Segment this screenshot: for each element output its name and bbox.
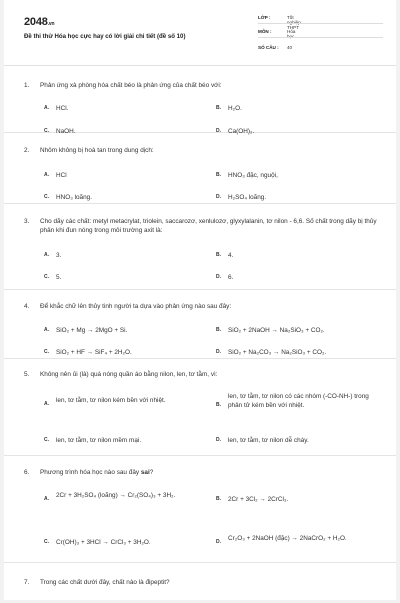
option-letter: C. <box>44 274 49 280</box>
option-letter: C. <box>44 194 49 200</box>
question-list <box>4 66 396 603</box>
option-letter: D. <box>216 194 221 200</box>
option-text: SiO₂ + Na₂CO₃ → Na₂SiO₃ + CO₂. <box>228 349 327 356</box>
question-number: 5. <box>24 371 30 378</box>
option-text: NaOH. <box>56 128 76 135</box>
option-letter: D. <box>216 128 221 134</box>
option-text: HNO₃ loãng. <box>56 194 92 201</box>
option-text: len, tơ tằm, tơ nilon dễ cháy. <box>228 437 309 444</box>
option-letter: B. <box>216 105 221 111</box>
option-letter: D. <box>216 274 221 280</box>
option-text: len, tơ tằm, tơ nilon mềm mại. <box>56 437 142 444</box>
option-letter: B. <box>216 172 221 178</box>
option-letter: A. <box>44 496 49 502</box>
question-number: 4. <box>24 303 30 310</box>
option-letter: C. <box>44 349 49 355</box>
option-text: H₂SO₄ loãng. <box>228 194 267 201</box>
meta-value: 40 <box>287 45 293 50</box>
option-text: 2Cr + 3Cl₂ → 2CrCl₃. <box>228 496 289 503</box>
exam-page <box>4 0 396 600</box>
question-text: Không nên ủi (là) quá nóng quần áo bằng nilon, len, tơ tằm, vì: <box>40 371 218 378</box>
option-text: HCl <box>56 172 67 179</box>
exam-header <box>4 0 396 64</box>
question-7 <box>4 563 396 603</box>
question-number: 6. <box>24 469 30 476</box>
option-text: len, tơ tằm, tơ nilon có các nhóm (-CO-NH-) trong phân tử kém bền với nhiệt. <box>228 393 369 409</box>
question-number: 2. <box>24 147 30 154</box>
option-letter: D. <box>216 349 221 355</box>
option-text: Ca(OH)₂. <box>228 128 255 135</box>
question-text: Cho dãy các chất: metyl metacrylat, triolein, saccarozơ, xenlulozơ, glyxylalanin, tơ nilon - 6,6. Số chất trong dãy bị thủy phân khi đun nóng trong môi trường axit là: <box>40 218 377 234</box>
option-text: 6. <box>228 274 234 281</box>
option-text: SiO₂ + Mg → 2MgO + Si. <box>56 327 128 334</box>
option-text: HNO₃ đặc, nguội, <box>228 172 278 179</box>
meta-underline <box>258 37 383 38</box>
question-3 <box>4 204 396 290</box>
option-text: Cr₂O₃ + 2NaOH (đặc) → 2NaCrO₂ + H₂O. <box>228 535 347 542</box>
option-letter: C. <box>44 437 49 443</box>
question-5 <box>4 359 396 456</box>
option-letter: A. <box>44 172 49 178</box>
option-text: 5. <box>56 274 62 281</box>
option-text: 2Cr + 3H₂SO₄ (loãng) → Cr₂(SO₄)₃ + 3H₂. <box>56 492 176 499</box>
question-text: Trong các chất dưới đây, chất nào là đipeptit? <box>40 579 170 586</box>
option-letter: B. <box>216 496 221 502</box>
meta-value: Tốt nghiệp THPT <box>287 15 301 30</box>
option-text: 4. <box>228 252 234 259</box>
option-letter: C. <box>44 128 49 134</box>
question-1 <box>4 66 396 133</box>
option-letter: D. <box>216 539 221 545</box>
option-letter: A. <box>44 327 49 333</box>
question-text-part: ? <box>149 469 154 476</box>
option-text: SiO₂ + 2NaOH → Na₂SiO₃ + CO₂. <box>228 327 325 334</box>
question-6 <box>4 456 396 563</box>
question-text: Để khắc chữ lên thủy tinh người ta dựa vào phản ứng nào sau đây: <box>40 303 232 310</box>
meta-underline <box>258 23 383 24</box>
option-letter: B. <box>216 402 221 408</box>
question-number: 7. <box>24 579 30 586</box>
option-letter: B. <box>216 327 221 333</box>
question-number: 1. <box>24 82 30 89</box>
question-2 <box>4 133 396 204</box>
option-letter: A. <box>44 105 49 111</box>
option-text: HCl. <box>56 105 69 112</box>
option-text: 3. <box>56 252 62 259</box>
meta-key: MÔN : <box>258 29 272 34</box>
question-number: 3. <box>24 218 30 225</box>
option-text: len, tơ tằm, tơ nilon kém bền với nhiệt. <box>56 397 166 404</box>
meta-key: SỐ CÂU : <box>258 45 279 50</box>
question-4 <box>4 290 396 359</box>
exam-title: Đề thi thử Hóa học cực hay có lời giải chi tiết (đề số 10) <box>24 33 186 40</box>
question-text <box>40 456 382 477</box>
site-logo[interactable]: 2048.vn <box>24 16 55 28</box>
option-letter: A. <box>44 252 49 258</box>
option-letter: B. <box>216 252 221 258</box>
option-text: Cr(OH)₃ + 3HCl → CrCl₃ + 3H₂O. <box>56 539 151 546</box>
meta-key: LỚP : <box>258 15 271 20</box>
question-text: Nhôm không bị hoà tan trong dung dịch: <box>40 147 154 154</box>
option-text: H₂O. <box>228 105 242 112</box>
question-text: Phản ứng xà phòng hóa chất béo là phản ứng của chất béo với: <box>40 82 222 89</box>
option-letter: D. <box>216 437 221 443</box>
option-letter: C. <box>44 539 49 545</box>
option-text: SiO₂ + HF → SiF₄ + 2H₂O. <box>56 349 132 356</box>
meta-value: Hóa học <box>287 29 296 39</box>
question-text-emphasis: sai <box>140 469 150 476</box>
option-letter: A. <box>44 401 49 407</box>
question-text-part: Phương trình hóa học nào sau đây <box>40 469 141 476</box>
